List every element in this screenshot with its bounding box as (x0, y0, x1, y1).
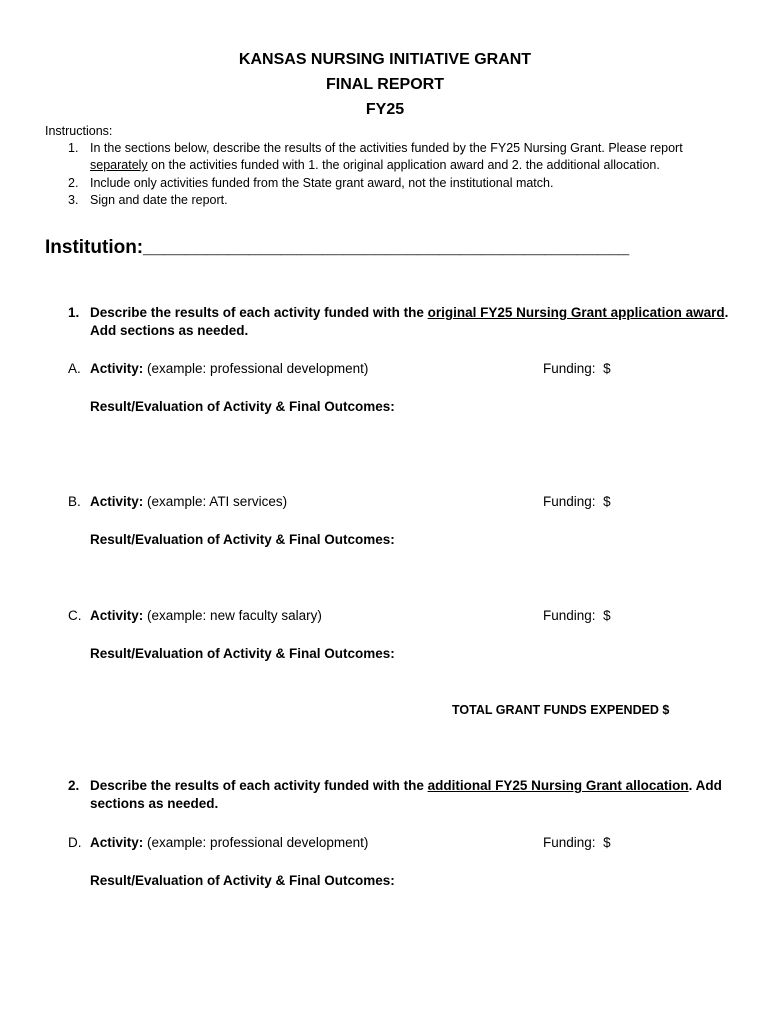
activity-d-example: (example: professional development) (147, 835, 369, 850)
activity-a-funding[interactable] (543, 361, 611, 376)
instruction-3-text: Sign and date the report. (90, 193, 228, 207)
activity-a-letter: A. (68, 361, 81, 376)
activity-a-example: (example: professional development) (147, 361, 369, 376)
instruction-1-number: 1. (68, 141, 79, 155)
section-2-heading (90, 778, 722, 793)
report-title-line1: KANSAS NURSING INITIATIVE GRANT (238, 51, 532, 68)
activity-d-line[interactable] (90, 835, 368, 850)
activity-c-example: (example: new faculty salary) (147, 608, 322, 623)
activity-b-funding[interactable] (543, 494, 611, 509)
activity-c-funding[interactable] (543, 608, 611, 623)
report-title-line2: FINAL REPORT (326, 76, 444, 93)
total-funds-expended[interactable]: TOTAL GRANT FUNDS EXPENDED $ (452, 703, 670, 717)
activity-c-line[interactable] (90, 608, 322, 623)
instruction-3-number: 3. (68, 193, 79, 207)
section-1-number: 1. (68, 305, 80, 320)
dollar-sign: $ (603, 494, 611, 509)
activity-c-letter: C. (68, 608, 82, 623)
section-2-number: 2. (68, 778, 80, 793)
activity-label: Activity: (90, 835, 144, 850)
instruction-2-number: 2. (68, 176, 79, 190)
section-2-heading-end: . Add (688, 778, 722, 793)
institution-label: Institution: (45, 237, 144, 258)
section-1-emphasis: original FY25 Nursing Grant application award (427, 305, 725, 320)
instruction-1-text-rest: on the activities funded with 1. the original application award and 2. the additional allocation. (147, 158, 660, 172)
section-2-subheading: sections as needed. (90, 796, 219, 811)
separately-emphasis: separately (90, 158, 148, 172)
dollar-sign: $ (603, 608, 611, 623)
institution-blank-line[interactable]: ______________________________________________ (143, 237, 630, 258)
instruction-1-text-continued (90, 158, 660, 172)
activity-c-result-label: Result/Evaluation of Activity & Final Outcomes: (90, 646, 395, 661)
activity-d-letter: D. (68, 835, 82, 850)
section-1-heading (90, 305, 728, 320)
instruction-2-text: Include only activities funded from the State grant award, not the institutional match. (90, 176, 554, 190)
activity-b-example: (example: ATI services) (147, 494, 288, 509)
activity-d-result-label: Result/Evaluation of Activity & Final Outcomes: (90, 873, 395, 888)
dollar-sign: $ (603, 361, 611, 376)
funding-label: Funding: (543, 494, 596, 509)
instruction-1-text: In the sections below, describe the results of the activities funded by the FY25 Nursing Grant. Please report (90, 141, 683, 155)
activity-a-line[interactable] (90, 361, 368, 376)
section-1-subheading: Add sections as needed. (90, 323, 249, 338)
activity-label: Activity: (90, 494, 144, 509)
section-2-heading-text: Describe the results of each activity funded with the (90, 778, 428, 793)
funding-label: Funding: (543, 361, 596, 376)
activity-b-result-label: Result/Evaluation of Activity & Final Outcomes: (90, 532, 395, 547)
activity-a-result-label: Result/Evaluation of Activity & Final Outcomes: (90, 399, 395, 414)
funding-label: Funding: (543, 835, 596, 850)
institution-field[interactable] (45, 237, 629, 259)
activity-label: Activity: (90, 608, 144, 623)
section-2-emphasis: additional FY25 Nursing Grant allocation (427, 778, 689, 793)
dollar-sign: $ (603, 835, 611, 850)
section-1-heading-text: Describe the results of each activity funded with the (90, 305, 428, 320)
funding-label: Funding: (543, 608, 596, 623)
activity-b-line[interactable] (90, 494, 287, 509)
section-1-heading-end: . (724, 305, 729, 320)
activity-label: Activity: (90, 361, 144, 376)
instructions-heading: Instructions: (45, 124, 113, 138)
report-title-line3: FY25 (365, 101, 405, 118)
activity-b-letter: B. (68, 494, 81, 509)
activity-d-funding[interactable] (543, 835, 611, 850)
